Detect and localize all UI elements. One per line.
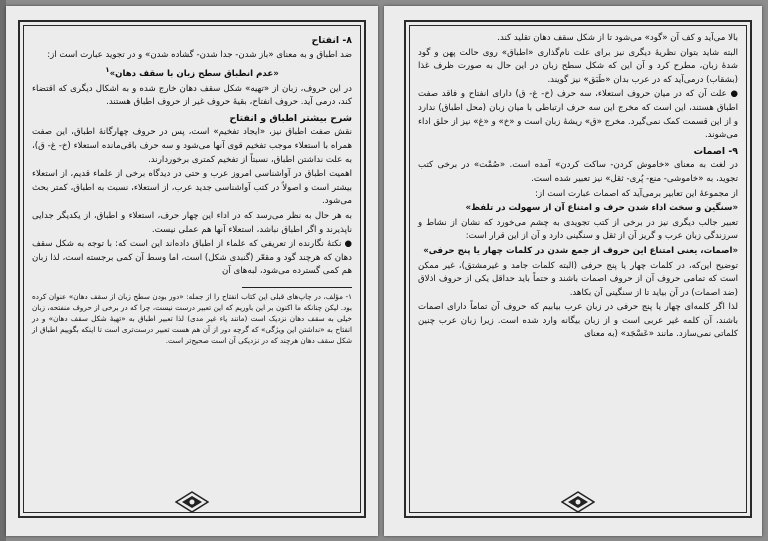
definition: «اصمات، یعنی امتناع این حروف از جمع شدن در کلمات چهار یا پنج حرفی» (423, 245, 738, 256)
definition: «سنگین و سخت اداء شدن حرف و امتناع آن از سهولت در تلفظ» (465, 203, 738, 214)
paragraph: ● نکتهٔ نگارنده از تعریفی که علماء از اطباق داده‌اند این است که: با توجه به شکل سقف دهان که هرچند گود و مقعّر (گنبدی شکل) است، اما وسط آن کمی برجسته است، لذا زبان هم کمی گسترده می‌شود، لبه‌های آن (32, 239, 352, 277)
definition (32, 63, 352, 81)
left-page-frame (18, 20, 366, 518)
footnote-marker: ۱ (105, 65, 110, 75)
paragraph: به هر حال به نظر می‌رسد که در اداء این چهار حرف، استعلاء و اطباق، از یکدیگر جدایی ناپذیرند و اگر اطباق نباشد، استعلاء آنها هم عملی نیست. (32, 210, 352, 235)
definition-text: «عدم انطباق سطح زبان با سقف دهان» (109, 69, 279, 80)
paragraph: البته شاید بتوان نظریهٔ دیگری نیز برای علت نام‌گذاری «اطباق» روی حالت پهن و گود شدهٔ زبان، مطرح کرد و آن این که شکل سطح زبان در این حال به صورت ظرف غذا (بشقاب) درمی‌آید که در عرب بدان «طَبَق» نیز گویند. (418, 47, 738, 85)
section-heading-infitah: ۸- انفتاح (311, 35, 352, 46)
subheading: شرح بیشتر اطباق و انفتاح (229, 112, 352, 124)
paragraph: در این حروف، زبان از «تهیه» شکل سقف دهان خارج شده و به اشکال دیگری که اقتضاء کند، درمی آید. حروف انفتاح، بقیهٔ حروف غیر از حروف اطباق هستند. (32, 83, 352, 108)
paragraph: ضد اطباق و به معنای «باز شدن- جدا شدن- گشاده شدن» و در تجوید عبارت است از: (47, 49, 352, 60)
paragraph: بالا می‌آید و کف آن «گود» می‌شود تا از شکل سقف دهان تقلید کند. (497, 33, 738, 43)
paragraph: از مجموعهٔ این تعابیر برمی‌آید که اصمات عبارت است از: (535, 188, 738, 199)
left-page-content (32, 32, 352, 494)
footnote-divider (242, 287, 352, 288)
section-heading-ismat: ۹- اصمات (693, 145, 738, 157)
paragraph: ● علت آن که در میان حروف استعلاء، سه حرف (خ- غ- ق) دارای انفتاح و فاقد صفت اطباق هستند، این است که مخرج این سه حرف ارتباطی با میان زبان (محل اطباق) ندارد و از این قسمت کمک نمی‌گیرد. مخرج «ق» ریشهٔ زبان است و «خ» و «غ» نیز از حلق اداء می‌شوند. (418, 89, 738, 141)
paragraph: توضیح این‌که، در کلمات چهار یا پنج حرفی (البته کلمات جامد و غیرمشتق)، غیر ممکن است که تمامی حروف آن از حروف اصمات باشند و حتماً باید حداقل یکی از حروف اذلاق (ضد اصمات) در آن بیاید تا از سنگینی آن بکاهد. (418, 260, 738, 298)
right-page-frame (404, 20, 752, 518)
paragraph: اهمیت اطباق در آواشناسی امروز عرب و حتی در دیدگاه برخی از علماء قدیم، از استعلاء بیشتر است و اصولاً در کتب آواشناسی جدید عرب، از استعلاء، نسبت به اطباق، کمتر بحث می‌شود. (32, 169, 352, 207)
paragraph: در لغت به معنای «خاموش کردن- ساکت کردن» آمده است. «صُمْت» در برخی کتب تجوید، به «خاموشی- منع- پُری- ثقل» نیز تعبیر شده است. (418, 160, 738, 184)
diamond-ornament-icon (175, 491, 209, 513)
footnote: ۱- مؤلف، در چاپ‌های قبلی این کتاب انفتاح را از جمله: «دور بودن سطح زبان از سقف دهان» عنوان کرده بود. لیکن چنانکه ما اکنون بر این باوریم که این تعبیر درست نیست، چرا که در برخی از حروف منفتحه، زبان خیلی به سقف دهان نزدیک است (مانند یاء غیر مدی) لذا تعبیر اطباق به «تهیهٔ شکل سقف دهان» و در انفتاح به «نداشتن این ویژگی» که گرچه دور از آن هم هست تعبیر درست‌تری است تا اینکه بگوییم اطباق از شکل سقف دهان هرچند که در نزدیکی آن است صحیح‌تر است. (32, 291, 352, 345)
paragraph: نقش صفت اطباق نیز، «ایجاد تفخیم» است، پس در حروف چهارگانهٔ اطباق، این صفت همراه با استعلاء موجب تفخیم قوی آنها می‌شود و سه حرف باقی‌مانده استعلاء (خ- غ- ق)، به علت نداشتن اطباق، نسبتاً از تفخیم کمتری برخوردارند. (32, 127, 352, 165)
paragraph: لذا اگر کلمه‌ای چهار یا پنج حرفی در زبان عرب بیابیم که حروف آن تماماً دارای اصمات باشند، آن کلمه غیر عربی است و از زبان بیگانه وارد شده است. زیرا زبان عرب چنین کلماتی نمی‌سازد. مانند «عَسْجَد» (به معنای (418, 302, 738, 340)
diamond-ornament-icon (561, 491, 595, 513)
right-page (384, 6, 762, 536)
left-page (6, 6, 378, 536)
paragraph: تعبیر جالب دیگری نیز در برخی از کتب تجویدی به چشم می‌خورد که نشان از نشاط و سرزندگی زبان عرب و گریز آن از ثقل و سنگینی دارد و آن از این قرار است: (418, 217, 738, 242)
right-page-content (418, 32, 738, 494)
